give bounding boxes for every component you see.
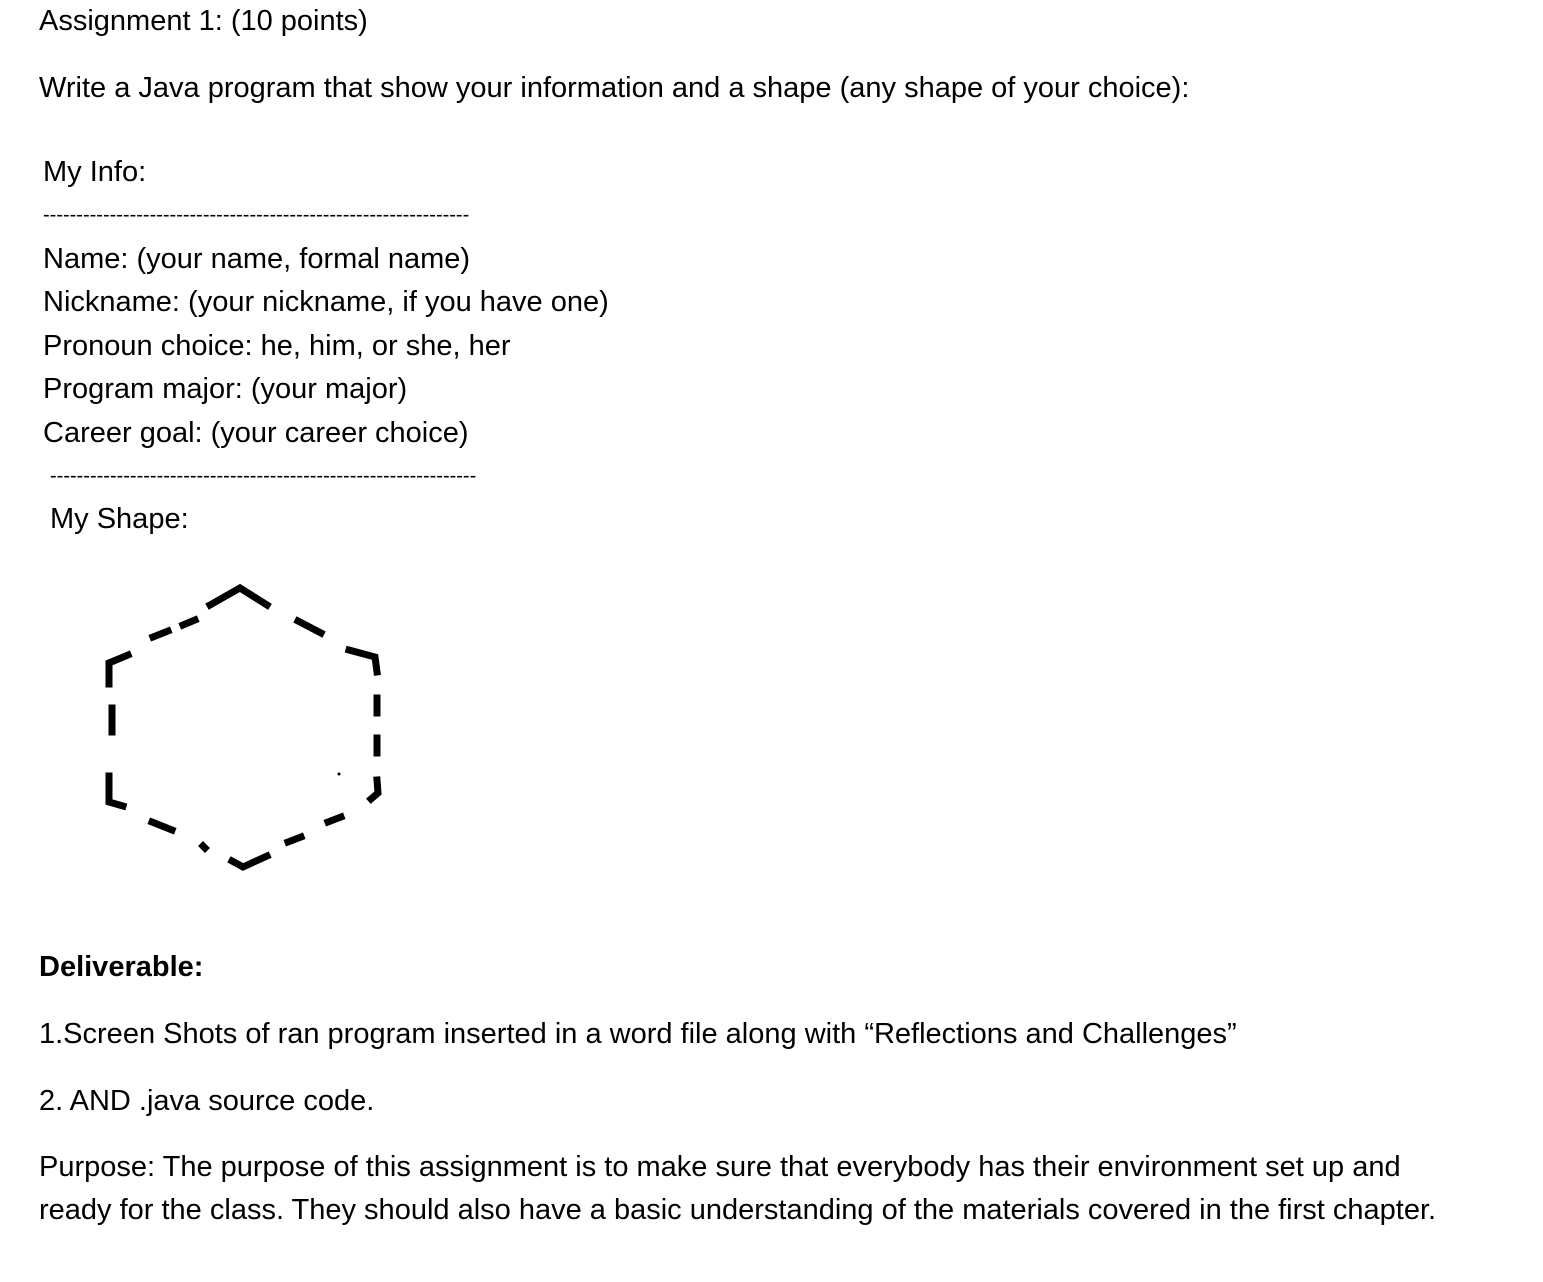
info-field-nickname: Nickname: (your nickname, if you have one): [43, 286, 609, 318]
hexagon-dash: [203, 846, 205, 848]
hexagon-shape: [95, 580, 395, 880]
hexagon-lower-right-corner: [371, 780, 378, 799]
hexagon-dash: [152, 822, 172, 830]
deliverable-item-2: 2. AND .java source code.: [39, 1085, 375, 1117]
shape-heading: My Shape:: [50, 503, 189, 535]
hexagon-dash: [298, 621, 321, 633]
info-separator-top: ----------------------------------------------------------------: [43, 205, 470, 225]
assignment-prompt: Write a Java program that show your information and a shape (any shape of your choice):: [39, 72, 1190, 104]
hexagon-dash: [153, 631, 168, 637]
assignment-title: Assignment 1: (10 points): [39, 5, 368, 37]
dashed-hexagon-figure: [95, 580, 395, 880]
info-heading: My Info:: [43, 156, 147, 188]
info-field-pronoun: Pronoun choice: he, him, or she, her: [43, 330, 511, 362]
hexagon-top-corner: [210, 588, 267, 605]
info-field-name: Name: (your name, formal name): [43, 243, 471, 275]
hexagon-dot: [338, 773, 341, 776]
info-field-career: Career goal: (your career choice): [43, 417, 469, 449]
hexagon-upper-left-corner: [109, 655, 128, 684]
hexagon-upper-right-corner: [349, 650, 377, 672]
hexagon-dash: [328, 817, 341, 822]
hexagon-dash: [288, 837, 301, 842]
hexagon-lower-left-corner: [109, 776, 123, 806]
deliverable-heading: Deliverable:: [39, 951, 204, 983]
deliverable-item-1: 1.Screen Shots of ran program inserted in a word file along with “Reflections and Challenges”: [39, 1018, 1237, 1050]
info-field-major: Program major: (your major): [43, 373, 408, 405]
purpose-paragraph: Purpose: The purpose of this assignment is to make sure that everybody has their environment set up and ready for the class. They should also have a basic understanding of the materials covered in the first chapter.: [39, 1151, 1437, 1226]
info-separator-bottom: ----------------------------------------------------------------: [50, 466, 477, 486]
hexagon-bottom-corner: [232, 856, 267, 867]
hexagon-dash: [183, 620, 195, 625]
